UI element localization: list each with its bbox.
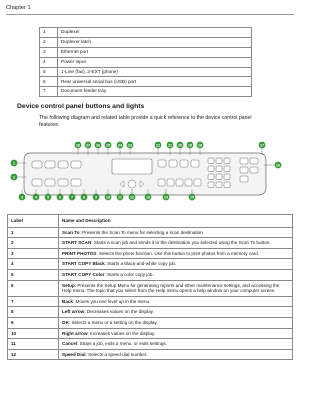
feature-label: 9 — [8, 317, 59, 328]
control-button — [185, 179, 192, 186]
mode-button — [58, 161, 68, 168]
fax-button — [158, 160, 166, 167]
callout-number: 9 — [94, 195, 98, 200]
fax-button — [191, 160, 199, 167]
feature-label: 5 — [8, 269, 59, 280]
callout-number: 2 — [12, 175, 16, 180]
callout-number: 5 — [46, 195, 50, 200]
callout-number: 8 — [82, 195, 86, 200]
feature-text: Selects a speed-dial number. — [88, 351, 148, 357]
feature-name: Scan To — [62, 229, 80, 235]
features-table-row — [8, 296, 293, 307]
callout-number: 27 — [85, 143, 91, 148]
callout-number: 7 — [70, 195, 74, 200]
speed-dial-button — [240, 167, 248, 173]
callout-number: 15 — [189, 195, 195, 200]
callout-number: 25 — [105, 143, 111, 148]
port-description: Rear universal serial bus (USB) port — [58, 77, 252, 87]
callout-marker — [129, 194, 136, 201]
callout-marker — [19, 194, 26, 201]
port-number: 2 — [40, 37, 58, 47]
feature-label: 11 — [8, 339, 59, 350]
keypad-key — [216, 166, 222, 172]
callout-number: 20 — [177, 143, 183, 148]
feature-description — [59, 349, 293, 360]
callout-number: 21 — [167, 143, 173, 148]
section-heading: Device control panel buttons and lights — [17, 103, 145, 110]
callout-number: 23 — [127, 143, 133, 148]
callout-marker — [75, 142, 82, 149]
port-number: 5 — [40, 67, 58, 77]
feature-separator: : — [85, 351, 89, 357]
callout-number: 11 — [118, 195, 122, 200]
keypad-key — [224, 174, 230, 180]
port-description: Power input — [58, 57, 252, 67]
feature-name: Back — [62, 298, 73, 304]
callout-number: 14 — [163, 195, 169, 200]
callout-marker — [197, 142, 204, 149]
section-intro: The following diagram and related table provide a quick reference to the device control panel features. — [39, 115, 252, 129]
control-button — [158, 179, 165, 186]
callout-number: 18 — [197, 143, 203, 148]
callout-marker — [81, 194, 88, 201]
feature-text: Selects a menu or a setting on the display. — [71, 319, 158, 325]
keypad-key — [208, 158, 214, 164]
callout-number: 1 — [12, 161, 16, 166]
callout-number: 4 — [34, 195, 38, 200]
feature-separator: : — [79, 229, 83, 235]
feature-separator: : — [84, 309, 87, 315]
keypad-key — [216, 182, 222, 188]
keypad-key — [216, 174, 222, 180]
callout-marker — [105, 142, 112, 149]
callout-marker — [187, 142, 194, 149]
feature-name: OK — [62, 319, 69, 325]
keypad-key — [224, 182, 230, 188]
feature-text: Increases values on the display. — [90, 330, 156, 336]
ports-table-row — [40, 47, 252, 57]
mode-button — [45, 161, 55, 168]
callout-marker — [117, 142, 124, 149]
callout-number: 3 — [20, 195, 24, 200]
fax-button — [169, 160, 177, 167]
chapter-header: Chapter 1 — [6, 5, 31, 11]
features-table-row — [8, 328, 293, 339]
header-desc: Name and Description — [59, 215, 293, 228]
ports-table-row — [40, 87, 252, 97]
feature-text: Selects the photo function. Use this button to print photos from a memory card. — [98, 250, 260, 256]
callout-marker — [95, 142, 102, 149]
feature-description — [59, 259, 293, 270]
feature-label: 3 — [8, 248, 59, 259]
features-table-row — [8, 238, 293, 249]
feature-text: Starts a black-and-white copy job. — [107, 261, 177, 267]
feature-description — [59, 248, 293, 259]
feature-description — [59, 307, 293, 318]
ports-table-row — [40, 28, 252, 38]
callout-marker — [11, 174, 18, 181]
feature-separator: : — [74, 282, 78, 288]
keypad-key — [224, 166, 230, 172]
features-table-header — [8, 215, 293, 228]
mode-button — [32, 161, 42, 168]
features-table-row — [8, 307, 293, 318]
feature-description — [59, 280, 293, 296]
ports-table-row — [40, 57, 252, 67]
feature-description — [59, 238, 293, 249]
feature-name: START COPY Color — [62, 271, 105, 277]
feature-name: Right arrow — [62, 330, 88, 336]
callout-marker — [163, 194, 170, 201]
feature-description — [59, 269, 293, 280]
feature-label: 1 — [8, 227, 59, 238]
callout-marker — [11, 160, 18, 167]
feature-name: Speed Dial — [62, 351, 86, 357]
callout-marker — [155, 142, 162, 149]
callout-marker — [117, 194, 124, 201]
control-button — [167, 179, 174, 186]
callout-marker — [85, 142, 92, 149]
control-panel-svg — [8, 139, 290, 201]
callout-marker — [275, 162, 282, 169]
feature-text: Starts a color copy job. — [107, 271, 154, 277]
features-table-row — [8, 317, 293, 328]
port-number: 7 — [40, 87, 58, 97]
feature-separator: : — [91, 240, 94, 246]
callout-marker — [105, 194, 112, 201]
callout-marker — [177, 142, 184, 149]
callout-marker — [45, 194, 52, 201]
callout-marker — [57, 194, 64, 201]
function-button — [32, 179, 42, 186]
callout-marker — [145, 194, 152, 201]
callout-number: 6 — [58, 195, 62, 200]
callout-number: 22 — [155, 143, 161, 148]
ports-table-row — [40, 37, 252, 47]
feature-label: 12 — [8, 349, 59, 360]
function-button — [58, 179, 68, 186]
callout-marker — [33, 194, 40, 201]
header-rule — [6, 14, 294, 15]
function-button — [45, 179, 55, 186]
feature-separator: : — [104, 261, 108, 267]
port-description: Ethernet port — [58, 47, 252, 57]
callout-number: 26 — [95, 143, 101, 148]
port-number: 3 — [40, 47, 58, 57]
port-number: 1 — [40, 28, 58, 38]
feature-separator: : — [104, 271, 108, 277]
fax-button — [180, 160, 188, 167]
keypad-key — [208, 174, 214, 180]
ports-table-row — [40, 67, 252, 77]
feature-label: 10 — [8, 328, 59, 339]
port-description: 1-Line (fax), 2-EXT (phone) — [58, 67, 252, 77]
callout-number: 13 — [145, 195, 151, 200]
callout-number: 28 — [75, 143, 81, 148]
feature-separator: : — [96, 250, 99, 256]
keypad-key — [216, 158, 222, 164]
callout-marker — [93, 194, 100, 201]
features-table — [7, 214, 293, 360]
callout-number: 17 — [259, 143, 265, 148]
feature-label: 7 — [8, 296, 59, 307]
ports-table — [39, 27, 252, 97]
display-screen — [112, 159, 152, 174]
callout-marker — [69, 194, 76, 201]
feature-name: Setup — [62, 282, 75, 288]
keypad-key — [224, 158, 230, 164]
callout-marker — [127, 142, 134, 149]
keypad-key — [208, 182, 214, 188]
speed-dial-button — [250, 158, 258, 164]
port-description: Duplexer — [58, 28, 252, 38]
callout-number: 24 — [117, 143, 123, 148]
feature-description — [59, 227, 293, 238]
feature-text: Presents the Scan To menu for selecting a scan destination. — [82, 229, 205, 235]
speed-dial-button — [250, 167, 258, 173]
header-label: Label — [8, 215, 59, 228]
function-button — [71, 179, 81, 186]
callout-marker — [259, 142, 266, 149]
feature-label: 8 — [8, 307, 59, 318]
port-description: Duplexer latch — [58, 37, 252, 47]
feature-separator: : — [87, 330, 91, 336]
feature-description — [59, 317, 293, 328]
mode-button — [71, 161, 81, 168]
features-table-row — [8, 280, 293, 296]
callout-number: 16 — [275, 163, 281, 168]
features-table-row — [8, 259, 293, 270]
feature-label: 6 — [8, 280, 59, 296]
feature-name: Left arrow — [62, 309, 85, 315]
feature-text: Moves you one level up in the menu. — [75, 298, 151, 304]
feature-text: Decreases values on the display. — [86, 309, 154, 315]
feature-name: START SCAN — [62, 240, 92, 246]
callout-number: 10 — [105, 195, 111, 200]
feature-name: START COPY Black — [62, 261, 105, 267]
panel-body — [24, 153, 266, 195]
feature-description — [59, 339, 293, 350]
feature-separator: : — [72, 298, 76, 304]
features-table-row — [8, 227, 293, 238]
feature-name: Cancel — [62, 341, 78, 347]
control-button — [176, 179, 183, 186]
feature-separator: : — [68, 319, 72, 325]
ok-button — [128, 180, 136, 188]
feature-text: Starts a scan job and sends it to the destination you selected using the Scan To button. — [93, 240, 271, 246]
speed-dial-button — [240, 158, 248, 164]
feature-text: Presents the Setup Menu for generating reports and other maintenance settings, and accessing the Help menu. The topic that you select from the Help menu opens a help window on your computer screen. — [62, 282, 280, 294]
features-table-row — [8, 349, 293, 360]
port-description: Document feeder tray. — [58, 87, 252, 97]
callout-number: 12 — [129, 195, 135, 200]
callout-marker — [189, 194, 196, 201]
keypad-key — [208, 166, 214, 172]
feature-text: Stops a job, exits a menu, or exits settings. — [79, 341, 167, 347]
control-button — [194, 179, 201, 186]
speed-dial-button — [240, 176, 248, 182]
features-table-row — [8, 269, 293, 280]
feature-label: 2 — [8, 238, 59, 249]
feature-description — [59, 328, 293, 339]
ports-table-row — [40, 77, 252, 87]
feature-separator: : — [77, 341, 80, 347]
port-number: 4 — [40, 57, 58, 67]
control-panel-diagram — [8, 139, 290, 201]
feature-label: 4 — [8, 259, 59, 270]
callout-marker — [167, 142, 174, 149]
features-table-row — [8, 248, 293, 259]
feature-name: PRINT PHOTOS — [62, 250, 97, 256]
features-table-row — [8, 339, 293, 350]
callout-number: 19 — [187, 143, 193, 148]
feature-description — [59, 296, 293, 307]
port-number: 6 — [40, 77, 58, 87]
